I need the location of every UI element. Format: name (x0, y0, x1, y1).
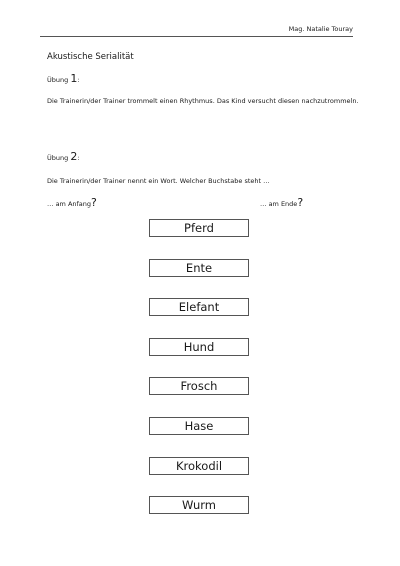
exercise-1-suffix: : (77, 76, 80, 84)
page-title: Akustische Serialität (47, 52, 134, 62)
question-end-text: … am Ende (260, 200, 298, 208)
question-start-mark: ? (91, 196, 97, 209)
question-end-mark: ? (297, 196, 304, 209)
exercise-2-label (47, 150, 80, 163)
question-start-text: … am Anfang (47, 200, 92, 208)
exercise-1-number: 1 (70, 72, 78, 85)
exercise-2-text: Die Trainerin/der Trainer nennt ein Wort. Welcher Buchstabe steht … (47, 177, 270, 185)
page-header (40, 22, 353, 37)
author-name: Mag. Natalie Touray (288, 25, 353, 33)
exercise-1-label (47, 72, 80, 85)
word-box-hund: Hund (149, 338, 249, 356)
word-box-elefant: Elefant (149, 298, 249, 316)
word-box-wurm: Wurm (149, 496, 249, 514)
word-box-ente: Ente (149, 259, 249, 277)
exercise-1-text: Die Trainerin/der Trainer trommelt einen Rhythmus. Das Kind versucht diesen nachzutrommeln. (47, 97, 359, 105)
word-box-hase: Hase (149, 417, 249, 435)
question-start (47, 196, 97, 209)
question-end (260, 196, 303, 209)
exercise-1-label-text: Übung (47, 76, 71, 84)
exercise-2-suffix: : (77, 154, 80, 162)
word-box-frosch: Frosch (149, 377, 249, 395)
word-box-krokodil: Krokodil (149, 457, 249, 475)
exercise-2-label-text: Übung (47, 154, 71, 162)
exercise-2-number: 2 (70, 150, 78, 163)
word-box-pferd: Pferd (149, 219, 249, 237)
